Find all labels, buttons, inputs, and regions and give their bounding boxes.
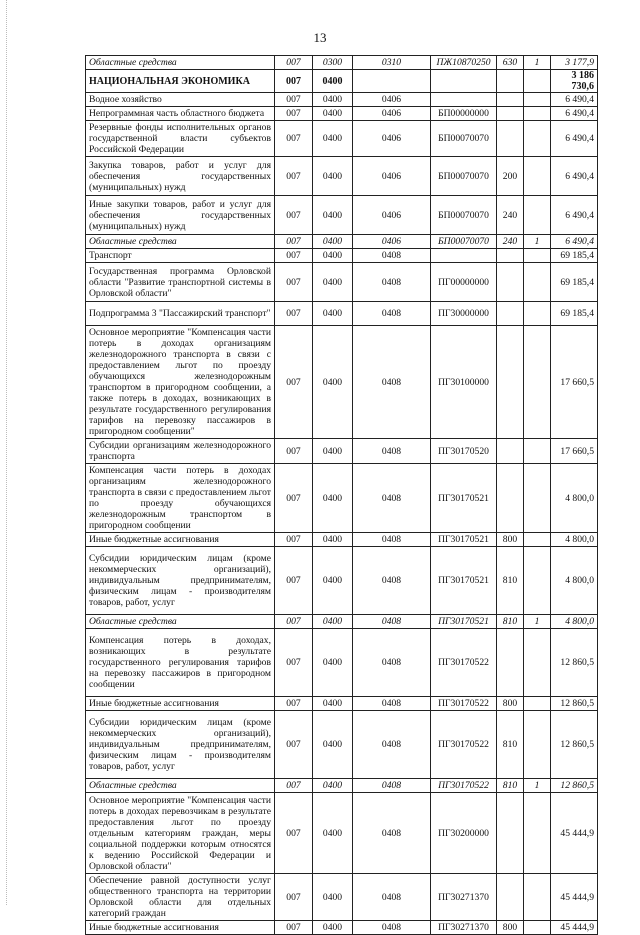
row-description: Субсидии юридическим лицам (кроме некоммерческих организаций), индивидуальным предпринимателям, физическим лицам - производителям товаров, работ, услуг xyxy=(86,547,275,615)
row-amount: 69 185,4 xyxy=(551,263,598,302)
row-ministry-code: 007 xyxy=(275,121,313,157)
row-target-article: ПГ30100000 xyxy=(431,326,497,439)
row-target-article: БП00070070 xyxy=(431,196,497,235)
row-ministry-code: 007 xyxy=(275,697,313,711)
table-row xyxy=(86,793,598,874)
row-ministry-code: 007 xyxy=(275,793,313,874)
row-expense-type: 800 xyxy=(497,921,524,935)
row-subsection-code: 0408 xyxy=(353,249,431,263)
row-ministry-code: 007 xyxy=(275,874,313,921)
row-ministry-code: 007 xyxy=(275,711,313,779)
row-section-code: 0400 xyxy=(313,547,353,615)
row-ministry-code: 007 xyxy=(275,439,313,464)
row-description: Транспорт xyxy=(86,249,275,263)
row-section-code: 0400 xyxy=(313,874,353,921)
row-amount: 45 444,9 xyxy=(551,793,598,874)
row-subsection-code: 0406 xyxy=(353,157,431,196)
row-subsection-code: 0408 xyxy=(353,263,431,302)
row-ministry-code: 007 xyxy=(275,249,313,263)
row-expense-type: 240 xyxy=(497,196,524,235)
budget-table xyxy=(85,55,598,935)
table-row xyxy=(86,196,598,235)
row-subsection-code: 0408 xyxy=(353,326,431,439)
row-description: Областные средства xyxy=(86,56,275,70)
row-amount: 17 660,5 xyxy=(551,439,598,464)
row-amount: 45 444,9 xyxy=(551,921,598,935)
row-ministry-code: 007 xyxy=(275,547,313,615)
table-row xyxy=(86,107,598,121)
row-target-article: БП00070070 xyxy=(431,121,497,157)
row-funding-source xyxy=(524,629,551,697)
row-description: Областные средства xyxy=(86,615,275,629)
row-description: Обеспечение равной доступности услуг общественного транспорта на территории Орловской области для отдельных категорий граждан xyxy=(86,874,275,921)
row-description: Областные средства xyxy=(86,235,275,249)
row-ministry-code: 007 xyxy=(275,326,313,439)
row-ministry-code: 007 xyxy=(275,157,313,196)
row-target-article: ПГ30000000 xyxy=(431,302,497,326)
row-expense-type xyxy=(497,263,524,302)
row-expense-type xyxy=(497,439,524,464)
row-description: Основное мероприятие "Компенсация части потерь в доходах организациям железнодорожного транспорта в связи с предоставлением льгот по проезду обучающихся железнодорожным транспортом в пригородном сообщении, а также потерь в доходах, возникающих в результате государственного регулирования тарифов на перевозку пассажиров в пригородном сообщении" xyxy=(86,326,275,439)
row-description: Иные бюджетные ассигнования xyxy=(86,697,275,711)
row-funding-source xyxy=(524,70,551,93)
row-expense-type xyxy=(497,121,524,157)
row-amount: 4 800,0 xyxy=(551,533,598,547)
row-expense-type xyxy=(497,464,524,533)
row-funding-source xyxy=(524,697,551,711)
row-expense-type xyxy=(497,793,524,874)
row-subsection-code: 0406 xyxy=(353,93,431,107)
table-row xyxy=(86,874,598,921)
table-row xyxy=(86,779,598,793)
row-target-article: ПГ30170521 xyxy=(431,547,497,615)
row-section-code: 0400 xyxy=(313,93,353,107)
row-section-code: 0400 xyxy=(313,615,353,629)
row-section-code: 0400 xyxy=(313,464,353,533)
table-row xyxy=(86,439,598,464)
row-funding-source: 1 xyxy=(524,779,551,793)
row-funding-source xyxy=(524,157,551,196)
row-ministry-code: 007 xyxy=(275,70,313,93)
row-target-article: ПГ30170520 xyxy=(431,439,497,464)
table-row xyxy=(86,326,598,439)
row-expense-type: 630 xyxy=(497,56,524,70)
row-description: НАЦИОНАЛЬНАЯ ЭКОНОМИКА xyxy=(86,70,275,93)
table-row xyxy=(86,711,598,779)
row-description: Компенсация потерь в доходах, возникающих в результате государственного регулирования тарифов на перевозку пассажиров в пригородном сообщении xyxy=(86,629,275,697)
row-funding-source xyxy=(524,93,551,107)
row-target-article xyxy=(431,70,497,93)
row-target-article: БП00070070 xyxy=(431,235,497,249)
row-description: Водное хозяйство xyxy=(86,93,275,107)
row-section-code: 0400 xyxy=(313,107,353,121)
row-target-article: ПГ30170522 xyxy=(431,697,497,711)
row-subsection-code: 0408 xyxy=(353,302,431,326)
row-funding-source xyxy=(524,302,551,326)
row-ministry-code: 007 xyxy=(275,107,313,121)
row-subsection-code xyxy=(353,70,431,93)
row-amount: 4 800,0 xyxy=(551,547,598,615)
row-expense-type xyxy=(497,93,524,107)
row-ministry-code: 007 xyxy=(275,302,313,326)
table-row xyxy=(86,121,598,157)
row-subsection-code: 0408 xyxy=(353,779,431,793)
row-expense-type xyxy=(497,302,524,326)
row-subsection-code: 0408 xyxy=(353,464,431,533)
row-description: Иные бюджетные ассигнования xyxy=(86,921,275,935)
row-funding-source xyxy=(524,533,551,547)
row-funding-source xyxy=(524,249,551,263)
row-subsection-code: 0408 xyxy=(353,615,431,629)
row-ministry-code: 007 xyxy=(275,93,313,107)
row-subsection-code: 0406 xyxy=(353,196,431,235)
row-amount: 3 177,9 xyxy=(551,56,598,70)
table-row xyxy=(86,263,598,302)
table-row xyxy=(86,235,598,249)
row-amount: 6 490,4 xyxy=(551,121,598,157)
row-section-code: 0400 xyxy=(313,235,353,249)
row-amount: 6 490,4 xyxy=(551,93,598,107)
row-amount: 6 490,4 xyxy=(551,107,598,121)
row-funding-source xyxy=(524,547,551,615)
row-expense-type xyxy=(497,326,524,439)
row-expense-type xyxy=(497,629,524,697)
row-expense-type xyxy=(497,70,524,93)
table-row xyxy=(86,464,598,533)
row-target-article: БП00000000 xyxy=(431,107,497,121)
row-amount: 45 444,9 xyxy=(551,874,598,921)
row-section-code: 0400 xyxy=(313,697,353,711)
table-row xyxy=(86,533,598,547)
row-target-article: ПГ30170522 xyxy=(431,779,497,793)
row-target-article xyxy=(431,249,497,263)
row-subsection-code: 0310 xyxy=(353,56,431,70)
row-funding-source xyxy=(524,107,551,121)
row-subsection-code: 0408 xyxy=(353,629,431,697)
row-funding-source xyxy=(524,196,551,235)
row-target-article: ПГ30170521 xyxy=(431,615,497,629)
row-amount: 12 860,5 xyxy=(551,779,598,793)
row-target-article: ПГ30170521 xyxy=(431,533,497,547)
row-target-article: ПГ00000000 xyxy=(431,263,497,302)
row-expense-type xyxy=(497,249,524,263)
row-target-article: ПГ30271370 xyxy=(431,921,497,935)
row-description: Подпрограмма 3 "Пассажирский транспорт" xyxy=(86,302,275,326)
row-expense-type: 200 xyxy=(497,157,524,196)
row-funding-source xyxy=(524,263,551,302)
row-ministry-code: 007 xyxy=(275,921,313,935)
row-target-article: ПЖ10870250 xyxy=(431,56,497,70)
row-amount: 4 800,0 xyxy=(551,464,598,533)
row-description: Иные бюджетные ассигнования xyxy=(86,533,275,547)
row-subsection-code: 0406 xyxy=(353,235,431,249)
row-subsection-code: 0408 xyxy=(353,711,431,779)
row-section-code: 0400 xyxy=(313,439,353,464)
row-subsection-code: 0406 xyxy=(353,107,431,121)
row-ministry-code: 007 xyxy=(275,629,313,697)
row-ministry-code: 007 xyxy=(275,464,313,533)
row-amount: 12 860,5 xyxy=(551,711,598,779)
row-ministry-code: 007 xyxy=(275,235,313,249)
row-funding-source xyxy=(524,121,551,157)
row-expense-type: 800 xyxy=(497,533,524,547)
row-section-code: 0400 xyxy=(313,196,353,235)
table-row xyxy=(86,629,598,697)
row-amount: 12 860,5 xyxy=(551,629,598,697)
row-section-code: 0400 xyxy=(313,921,353,935)
table-row xyxy=(86,249,598,263)
table-row xyxy=(86,70,598,93)
row-section-code: 0400 xyxy=(313,263,353,302)
row-funding-source xyxy=(524,793,551,874)
table-row xyxy=(86,157,598,196)
row-amount: 12 860,5 xyxy=(551,697,598,711)
table-row xyxy=(86,56,598,70)
row-section-code: 0400 xyxy=(313,533,353,547)
row-ministry-code: 007 xyxy=(275,263,313,302)
row-description: Областные средства xyxy=(86,779,275,793)
row-funding-source: 1 xyxy=(524,615,551,629)
row-target-article: ПГ30271370 xyxy=(431,874,497,921)
row-amount: 69 185,4 xyxy=(551,249,598,263)
row-subsection-code: 0408 xyxy=(353,697,431,711)
row-funding-source xyxy=(524,921,551,935)
row-subsection-code: 0408 xyxy=(353,439,431,464)
row-funding-source xyxy=(524,326,551,439)
row-description: Компенсация части потерь в доходах организациям железнодорожного транспорта в связи с предоставлением льгот по проезду обучающихся железнодорожным транспортом в пригородном сообщении xyxy=(86,464,275,533)
row-description: Закупка товаров, работ и услуг для обеспечения государственных (муниципальных) нужд xyxy=(86,157,275,196)
row-funding-source: 1 xyxy=(524,56,551,70)
row-expense-type: 810 xyxy=(497,615,524,629)
row-ministry-code: 007 xyxy=(275,779,313,793)
row-description: Основное мероприятие "Компенсация части потерь в доходах перевозчикам в результате предоставления льгот по проезду отдельным категориям граждан, меры социальной поддержки которым относятся к ведению Российской Федерации и Орловской области" xyxy=(86,793,275,874)
row-subsection-code: 0406 xyxy=(353,121,431,157)
row-amount: 4 800,0 xyxy=(551,615,598,629)
row-subsection-code: 0408 xyxy=(353,533,431,547)
row-funding-source xyxy=(524,711,551,779)
row-target-article: ПГ30170522 xyxy=(431,629,497,697)
row-funding-source xyxy=(524,439,551,464)
row-target-article xyxy=(431,93,497,107)
row-amount: 6 490,4 xyxy=(551,235,598,249)
row-subsection-code: 0408 xyxy=(353,793,431,874)
row-ministry-code: 007 xyxy=(275,533,313,547)
row-expense-type: 810 xyxy=(497,547,524,615)
row-amount: 17 660,5 xyxy=(551,326,598,439)
table-body xyxy=(86,56,598,935)
row-expense-type: 810 xyxy=(497,779,524,793)
row-expense-type xyxy=(497,107,524,121)
page-number: 13 xyxy=(313,30,327,45)
row-funding-source xyxy=(524,464,551,533)
row-amount: 3 186 730,6 xyxy=(551,70,598,93)
row-target-article: ПГ30200000 xyxy=(431,793,497,874)
table-row xyxy=(86,615,598,629)
table-row xyxy=(86,547,598,615)
row-description: Непрограммная часть областного бюджета xyxy=(86,107,275,121)
row-description: Государственная программа Орловской области "Развитие транспортной системы в Орловской области" xyxy=(86,263,275,302)
row-subsection-code: 0408 xyxy=(353,547,431,615)
row-section-code: 0400 xyxy=(313,711,353,779)
row-description: Субсидии юридическим лицам (кроме некоммерческих организаций), индивидуальным предпринимателям, физическим лицам - производителям товаров, работ, услуг xyxy=(86,711,275,779)
row-section-code: 0400 xyxy=(313,249,353,263)
row-ministry-code: 007 xyxy=(275,56,313,70)
row-expense-type: 240 xyxy=(497,235,524,249)
row-description: Резервные фонды исполнительных органов государственной власти субъектов Российской Федерации xyxy=(86,121,275,157)
table-row xyxy=(86,93,598,107)
table-row xyxy=(86,921,598,935)
row-subsection-code: 0408 xyxy=(353,921,431,935)
row-section-code: 0400 xyxy=(313,779,353,793)
table-row xyxy=(86,302,598,326)
row-expense-type: 800 xyxy=(497,697,524,711)
row-ministry-code: 007 xyxy=(275,615,313,629)
row-section-code: 0400 xyxy=(313,326,353,439)
row-subsection-code: 0408 xyxy=(353,874,431,921)
row-description: Субсидии организациям железнодорожного транспорта xyxy=(86,439,275,464)
row-amount: 6 490,4 xyxy=(551,157,598,196)
row-description: Иные закупки товаров, работ и услуг для обеспечения государственных (муниципальных) нужд xyxy=(86,196,275,235)
table-row xyxy=(86,697,598,711)
row-funding-source xyxy=(524,874,551,921)
row-section-code: 0400 xyxy=(313,793,353,874)
row-expense-type xyxy=(497,874,524,921)
row-target-article: ПГ30170522 xyxy=(431,711,497,779)
row-section-code: 0300 xyxy=(313,56,353,70)
row-target-article: ПГ30170521 xyxy=(431,464,497,533)
row-section-code: 0400 xyxy=(313,70,353,93)
scan-margin-marks xyxy=(6,0,8,905)
row-expense-type: 810 xyxy=(497,711,524,779)
row-amount: 6 490,4 xyxy=(551,196,598,235)
row-section-code: 0400 xyxy=(313,157,353,196)
row-section-code: 0400 xyxy=(313,121,353,157)
row-ministry-code: 007 xyxy=(275,196,313,235)
row-section-code: 0400 xyxy=(313,302,353,326)
row-target-article: БП00070070 xyxy=(431,157,497,196)
row-funding-source: 1 xyxy=(524,235,551,249)
row-amount: 69 185,4 xyxy=(551,302,598,326)
row-section-code: 0400 xyxy=(313,629,353,697)
